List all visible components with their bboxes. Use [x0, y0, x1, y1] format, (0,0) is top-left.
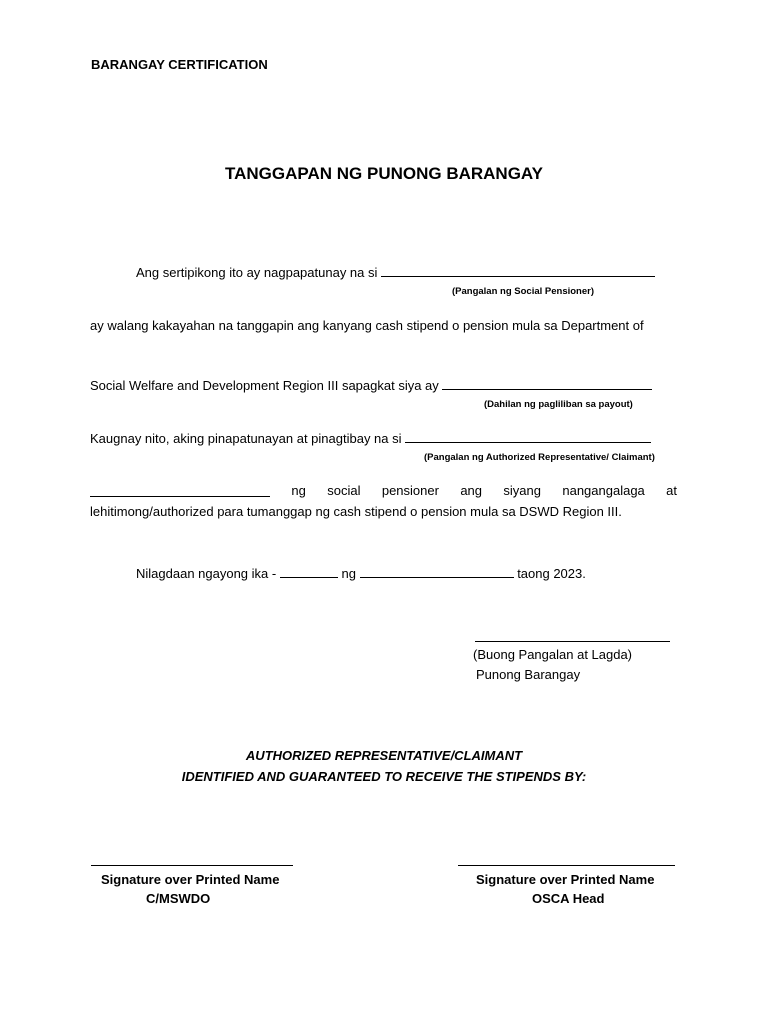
- guardian-word: ang: [460, 483, 483, 498]
- date-prefix: Nilagdaan ngayong ika -: [136, 566, 277, 581]
- date-suffix: taong 2023.: [517, 566, 586, 581]
- day-blank[interactable]: [280, 566, 338, 578]
- guardian-word: nangangalaga: [562, 483, 645, 498]
- guardian-word: at: [666, 483, 677, 498]
- guardian-statement: [90, 483, 677, 498]
- pensioner-statement: [136, 265, 655, 280]
- authorization-statement: lehitimong/authorized para tumanggap ng cash stipend o pension mula sa DSWD Region III.: [90, 504, 622, 519]
- pensioner-name-caption: (Pangalan ng Social Pensioner): [452, 286, 595, 297]
- representative-statement-text: Kaugnay nito, aking pinapatunayan at pinagtibay na si: [90, 431, 402, 446]
- representative-statement: [90, 431, 651, 446]
- month-blank[interactable]: [360, 566, 514, 578]
- document-title: TANGGAPAN NG PUNONG BARANGAY: [225, 164, 543, 183]
- right-signature-label: Signature over Printed Name: [476, 872, 655, 887]
- document-header-label: BARANGAY CERTIFICATION: [91, 57, 268, 72]
- reason-blank[interactable]: [442, 378, 652, 390]
- mswdo-signature-line[interactable]: [91, 865, 293, 866]
- guardian-word: siyang: [503, 483, 541, 498]
- pensioner-name-blank[interactable]: [381, 265, 655, 277]
- pensioner-statement-text: Ang sertipikong ito ay nagpapatunay na si: [136, 265, 378, 280]
- left-signature-role: C/MSWDO: [146, 891, 211, 906]
- reason-statement-text: Social Welfare and Development Region III sapagkat siya ay: [90, 378, 439, 393]
- authorized-heading-line1: AUTHORIZED REPRESENTATIVE/CLAIMANT: [245, 748, 523, 763]
- reason-caption: (Dahilan ng pagliliban sa payout): [484, 399, 633, 410]
- guardian-word: pensioner: [381, 483, 439, 498]
- representative-name-blank[interactable]: [405, 431, 651, 443]
- right-signature-role: OSCA Head: [532, 891, 605, 906]
- punong-barangay-signature-line[interactable]: [475, 641, 670, 642]
- representative-caption: (Pangalan ng Authorized Representative/ Claimant): [424, 452, 655, 463]
- signatory-caption: (Buong Pangalan at Lagda): [473, 647, 633, 662]
- inability-statement: ay walang kakayahan na tanggapin ang kanyang cash stipend o pension mula sa Department of: [90, 318, 644, 333]
- guardian-word: ng: [291, 483, 306, 498]
- guardian-blank[interactable]: [90, 485, 270, 497]
- left-signature-label: Signature over Printed Name: [101, 872, 280, 887]
- guardian-word: social: [327, 483, 361, 498]
- reason-statement: [90, 378, 652, 393]
- signing-date-line: [136, 566, 586, 581]
- date-mid: ng: [341, 566, 356, 581]
- authorized-heading-line2: IDENTIFIED AND GUARANTEED TO RECEIVE THE STIPENDS BY:: [181, 769, 587, 784]
- signatory-title: Punong Barangay: [476, 667, 581, 682]
- osca-signature-line[interactable]: [458, 865, 675, 866]
